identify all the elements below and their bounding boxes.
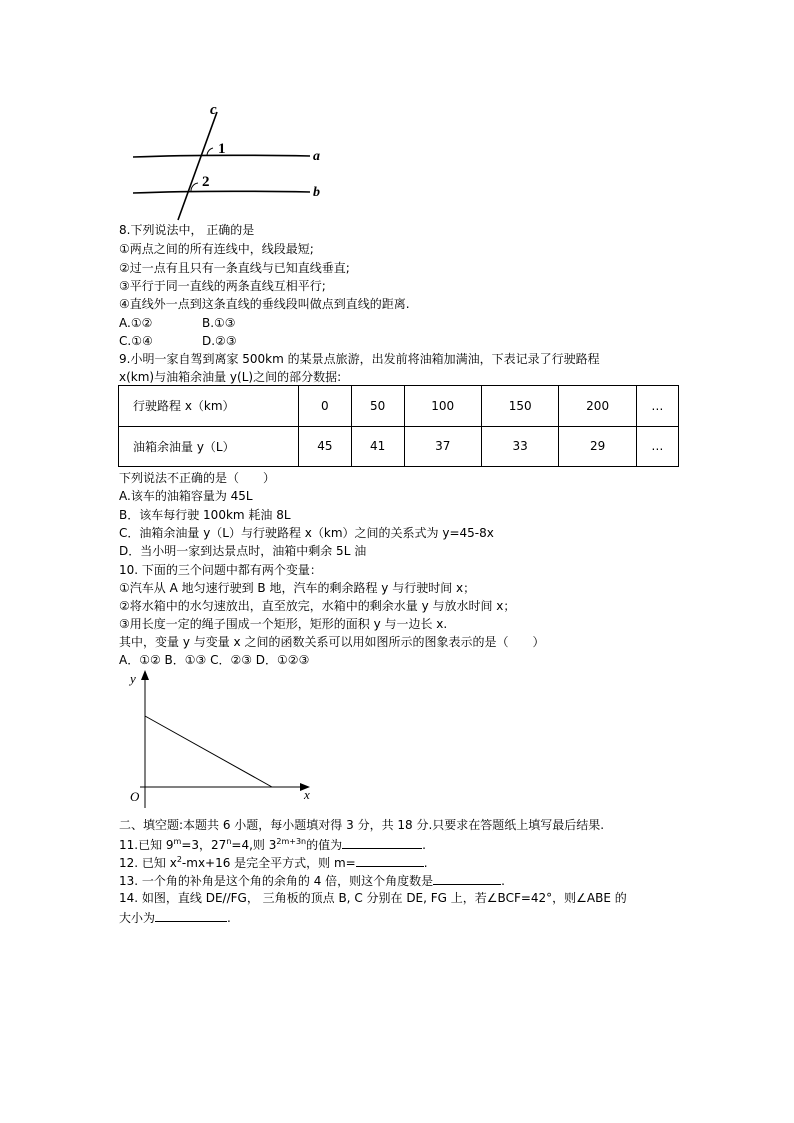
q8-item-4: ④直线外一点到这条直线的垂线段叫做点到直线的距离. bbox=[119, 297, 410, 311]
table-row-head: 行驶路程 x（km） bbox=[119, 386, 299, 427]
q10-item-2: ②将水箱中的水匀速放出，直至放完，水箱中的剩余水量 y 与放水时间 x； bbox=[119, 599, 516, 613]
q11 bbox=[119, 836, 426, 853]
q8-option-c: C.①④ bbox=[119, 334, 153, 348]
table-cell: 50 bbox=[351, 386, 404, 427]
q11-text: 11.已知 9 bbox=[119, 838, 174, 852]
q12-sup: 2 bbox=[176, 855, 182, 864]
q12 bbox=[119, 854, 428, 871]
table-cell: 33 bbox=[481, 426, 558, 467]
q12-end: . bbox=[423, 856, 428, 870]
q8-option-a: A.①② bbox=[119, 316, 153, 330]
table-cell: … bbox=[636, 386, 678, 427]
table-cell: 41 bbox=[351, 426, 404, 467]
q11-answer-blank[interactable] bbox=[342, 836, 422, 849]
q9-data-table bbox=[118, 385, 679, 467]
q9-stem-1: 9.小明一家自驾到离家 500km 的某景点旅游，出发前将油箱加满油，下表记录了行驶路程 bbox=[119, 352, 600, 366]
q8-options-row-1 bbox=[119, 315, 236, 331]
q8-item-2: ②过一点有且只有一条直线与已知直线垂直; bbox=[119, 261, 350, 275]
graph-label-x: x bbox=[304, 787, 310, 802]
table-cell: 150 bbox=[481, 386, 558, 427]
label-a: a bbox=[313, 149, 320, 164]
q10-options: A．①② B．①③ C．②③ D．①②③ bbox=[119, 653, 310, 667]
q8-item-1: ①两点之间的所有连线中，线段最短; bbox=[119, 242, 314, 256]
graph-label-o: O bbox=[130, 789, 140, 804]
q14-text: 大小为 bbox=[119, 911, 156, 925]
q13 bbox=[119, 872, 505, 889]
table-cell: 0 bbox=[299, 386, 352, 427]
q8-item-3: ③平行于同一直线的两条直线互相平行; bbox=[119, 279, 326, 293]
q10-question: 其中，变量 y 与变量 x 之间的函数关系可以用如图所示的图象表示的是（ ） bbox=[119, 635, 545, 649]
line-c bbox=[178, 112, 217, 220]
graph-label-y: y bbox=[130, 671, 136, 686]
q10-item-1: ①汽车从 A 地匀速行驶到 B 地，汽车的剩余路程 y 与行驶时间 x； bbox=[119, 581, 476, 595]
q10-item-3: ③用长度一定的绳子围成一个矩形，矩形的面积 y 与一边长 x. bbox=[119, 617, 448, 631]
label-1: 1 bbox=[218, 141, 226, 157]
q14-line-2 bbox=[119, 909, 231, 926]
y-axis-arrow-icon bbox=[141, 670, 149, 680]
q9-option-d: D．当小明一家到达景点时，油箱中剩余 5L 油 bbox=[119, 544, 367, 558]
q13-answer-blank[interactable] bbox=[433, 872, 501, 885]
q14-end: . bbox=[227, 911, 231, 925]
q14-line-1: 14. 如图，直线 DE//FG， 三角板的顶点 B, C 分别在 DE, FG 上，若∠BCF=42°，则∠ABE 的 bbox=[119, 891, 627, 905]
table-cell: 100 bbox=[404, 386, 481, 427]
angle-2-arc bbox=[191, 183, 198, 191]
q11-sup: 2m+3n bbox=[276, 837, 307, 846]
q12-text: 12. 已知 x bbox=[119, 856, 177, 870]
label-2: 2 bbox=[202, 174, 210, 190]
q13-end: . bbox=[501, 874, 505, 888]
label-b: b bbox=[313, 185, 320, 200]
q11-text: =3，27 bbox=[181, 838, 227, 852]
table-row bbox=[119, 426, 679, 467]
q11-text: =4,则 3 bbox=[231, 838, 277, 852]
q12-text: -mx+16 是完全平方式，则 m= bbox=[181, 856, 356, 870]
q11-end: . bbox=[422, 838, 426, 852]
table-row-head: 油箱余油量 y（L） bbox=[119, 426, 299, 467]
q9-option-a: A.该车的油箱容量为 45L bbox=[119, 489, 253, 503]
q9-option-c: C．油箱余油量 y（L）与行驶路程 x（km）之间的关系式为 y=45-8x bbox=[119, 526, 494, 540]
q8-option-b: B.①③ bbox=[202, 316, 236, 330]
q8-options-row-2 bbox=[119, 333, 237, 349]
q9-question: 下列说法不正确的是（ ） bbox=[119, 471, 276, 485]
q11-text: 的值为 bbox=[306, 838, 343, 852]
line-b bbox=[133, 191, 310, 193]
q11-sup: m bbox=[173, 837, 182, 846]
q8-option-d: D.②③ bbox=[202, 334, 237, 348]
q11-sup: n bbox=[226, 837, 232, 846]
section2-heading: 二、填空题:本题共 6 小题，每小题填对得 3 分，共 18 分.只要求在答题纸上填写最后结果. bbox=[119, 818, 605, 832]
table-cell: … bbox=[636, 426, 678, 467]
function-graph bbox=[120, 668, 325, 813]
q9-option-b: B．该车每行驶 100km 耗油 8L bbox=[119, 508, 291, 522]
q12-answer-blank[interactable] bbox=[356, 854, 424, 867]
q9-stem-2: x(km)与油箱余油量 y(L)之间的部分数据: bbox=[119, 370, 342, 384]
table-cell: 29 bbox=[559, 426, 636, 467]
q10-stem: 10. 下面的三个问题中都有两个变量： bbox=[119, 563, 322, 577]
table-row bbox=[119, 386, 679, 427]
parallel-lines-figure bbox=[125, 100, 335, 225]
table-cell: 37 bbox=[404, 426, 481, 467]
q8-stem: 8.下列说法中， 正确的是 bbox=[119, 223, 255, 237]
table-cell: 45 bbox=[299, 426, 352, 467]
q14-answer-blank[interactable] bbox=[155, 909, 227, 922]
label-c: c bbox=[210, 102, 217, 118]
table-cell: 200 bbox=[559, 386, 636, 427]
q13-text: 13. 一个角的补角是这个角的余角的 4 倍，则这个角度数是 bbox=[119, 874, 434, 888]
function-line bbox=[145, 716, 272, 787]
